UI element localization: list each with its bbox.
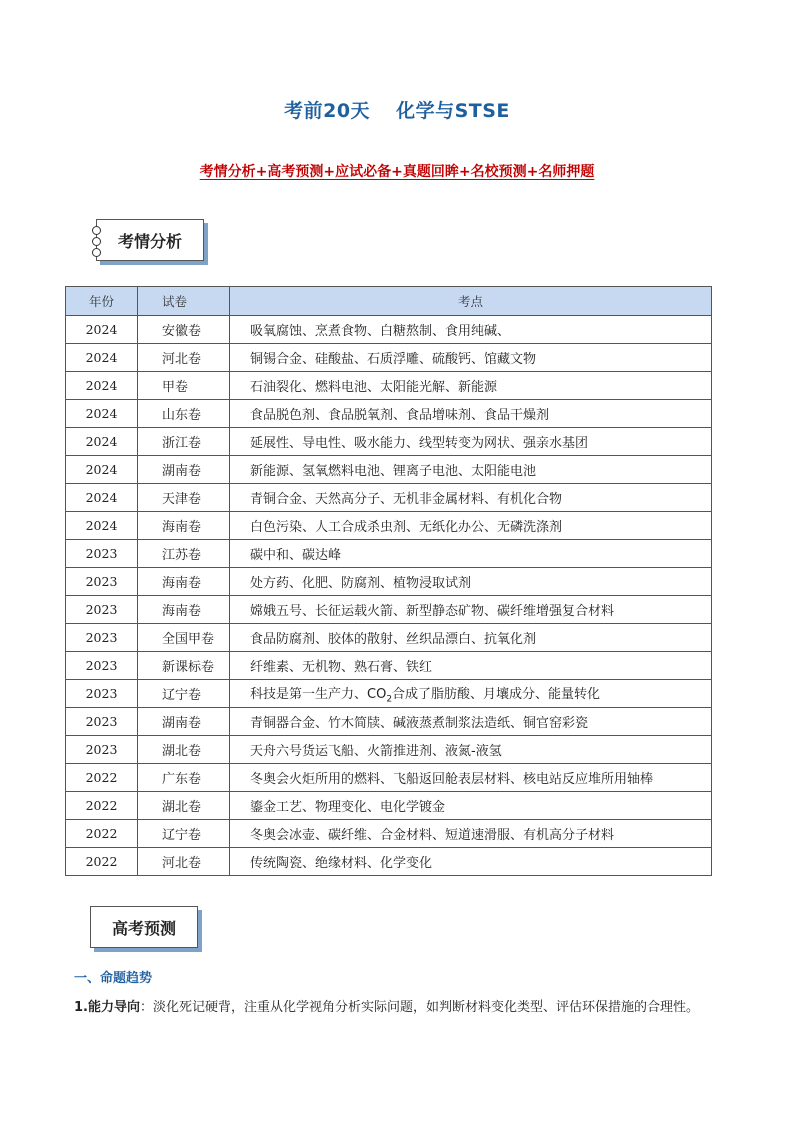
table-row bbox=[66, 484, 712, 512]
table-row bbox=[66, 512, 712, 540]
col-header-paper: 试卷 bbox=[138, 287, 230, 316]
cell-paper: 河北卷 bbox=[138, 344, 230, 372]
cell-points bbox=[230, 680, 712, 708]
table-row bbox=[66, 372, 712, 400]
cell-paper: 海南卷 bbox=[138, 596, 230, 624]
section-label: 高考预测 bbox=[111, 918, 176, 938]
table-row bbox=[66, 792, 712, 820]
point-text-before: 科技是第一生产力、CO bbox=[250, 686, 387, 702]
cell-year: 2023 bbox=[66, 624, 138, 652]
cell-paper: 河北卷 bbox=[138, 848, 230, 876]
cell-points: 冬奥会火炬所用的燃料、飞船返回舱表层材料、核电站反应堆所用轴棒 bbox=[230, 764, 712, 792]
cell-year: 2024 bbox=[66, 428, 138, 456]
cell-paper: 浙江卷 bbox=[138, 428, 230, 456]
table-row bbox=[66, 624, 712, 652]
cell-points: 纤维素、无机物、熟石膏、铁红 bbox=[230, 652, 712, 680]
table-row bbox=[66, 596, 712, 624]
cell-year: 2023 bbox=[66, 708, 138, 736]
cell-year: 2023 bbox=[66, 736, 138, 764]
cell-points: 青铜器合金、竹木简牍、碱液蒸煮制浆法造纸、铜官窑彩瓷 bbox=[230, 708, 712, 736]
table-body bbox=[66, 316, 712, 876]
cell-points: 鎏金工艺、物理变化、电化学镀金 bbox=[230, 792, 712, 820]
cell-points: 嫦娥五号、长征运载火箭、新型静态矿物、碳纤维增强复合材料 bbox=[230, 596, 712, 624]
trend-heading: 一、命题趋势 bbox=[74, 971, 153, 986]
table-row bbox=[66, 344, 712, 372]
section-header-analysis bbox=[96, 219, 204, 261]
trend-item-text: ：淡化死记硬背，注重从化学视角分析实际问题，如判断材料变化类型、评估环保措施的合理性。 bbox=[139, 1000, 699, 1015]
section-header-prediction bbox=[90, 906, 198, 948]
table-row bbox=[66, 568, 712, 596]
title-right: 化学与STSE bbox=[396, 100, 510, 122]
cell-year: 2023 bbox=[66, 568, 138, 596]
cell-year: 2024 bbox=[66, 372, 138, 400]
cell-paper: 海南卷 bbox=[138, 512, 230, 540]
cell-paper: 安徽卷 bbox=[138, 316, 230, 344]
cell-points: 吸氧腐蚀、烹煮食物、白糖熬制、食用纯碱、 bbox=[230, 316, 712, 344]
cell-paper: 辽宁卷 bbox=[138, 680, 230, 708]
cell-points: 食品脱色剂、食品脱氧剂、食品增味剂、食品干燥剂 bbox=[230, 400, 712, 428]
trend-item-label: 1.能力导向 bbox=[74, 1000, 140, 1015]
cell-paper: 全国甲卷 bbox=[138, 624, 230, 652]
table-row bbox=[66, 456, 712, 484]
cell-paper: 新课标卷 bbox=[138, 652, 230, 680]
exam-table bbox=[65, 286, 712, 876]
table-row bbox=[66, 316, 712, 344]
cell-paper: 海南卷 bbox=[138, 568, 230, 596]
cell-year: 2024 bbox=[66, 484, 138, 512]
cell-points: 石油裂化、燃料电池、太阳能光解、新能源 bbox=[230, 372, 712, 400]
table-row bbox=[66, 848, 712, 876]
trend-paragraph bbox=[74, 996, 734, 1015]
cell-points: 白色污染、人工合成杀虫剂、无纸化办公、无磷洗涤剂 bbox=[230, 512, 712, 540]
cell-year: 2022 bbox=[66, 792, 138, 820]
table-row bbox=[66, 708, 712, 736]
binder-rings-icon bbox=[92, 226, 102, 256]
table-header-row bbox=[66, 287, 712, 316]
cell-year: 2022 bbox=[66, 820, 138, 848]
cell-year: 2022 bbox=[66, 848, 138, 876]
cell-paper: 江苏卷 bbox=[138, 540, 230, 568]
cell-points: 碳中和、碳达峰 bbox=[230, 540, 712, 568]
table-row bbox=[66, 680, 712, 708]
table-row bbox=[66, 428, 712, 456]
table-row bbox=[66, 764, 712, 792]
cell-paper: 辽宁卷 bbox=[138, 820, 230, 848]
cell-points: 传统陶瓷、绝缘材料、化学变化 bbox=[230, 848, 712, 876]
cell-year: 2024 bbox=[66, 456, 138, 484]
cell-points: 冬奥会冰壶、碳纤维、合金材料、短道速滑服、有机高分子材料 bbox=[230, 820, 712, 848]
cell-paper: 湖北卷 bbox=[138, 736, 230, 764]
section-label: 考情分析 bbox=[117, 231, 182, 251]
table-row bbox=[66, 820, 712, 848]
point-subscript: 2 bbox=[386, 694, 393, 705]
cell-paper: 天津卷 bbox=[138, 484, 230, 512]
table-row bbox=[66, 540, 712, 568]
cell-paper: 甲卷 bbox=[138, 372, 230, 400]
cell-points: 新能源、氢氧燃料电池、锂离子电池、太阳能电池 bbox=[230, 456, 712, 484]
page-title bbox=[0, 96, 794, 123]
cell-year: 2023 bbox=[66, 540, 138, 568]
cell-year: 2023 bbox=[66, 652, 138, 680]
col-header-year: 年份 bbox=[66, 287, 138, 316]
col-header-points: 考点 bbox=[230, 287, 712, 316]
cell-paper: 湖南卷 bbox=[138, 708, 230, 736]
cell-year: 2024 bbox=[66, 344, 138, 372]
page-subtitle: 考情分析+高考预测+应试必备+真题回眸+名校预测+名师押题 bbox=[199, 164, 595, 180]
cell-year: 2023 bbox=[66, 680, 138, 708]
cell-paper: 湖北卷 bbox=[138, 792, 230, 820]
cell-year: 2022 bbox=[66, 764, 138, 792]
cell-paper: 广东卷 bbox=[138, 764, 230, 792]
cell-year: 2023 bbox=[66, 596, 138, 624]
cell-year: 2024 bbox=[66, 512, 138, 540]
point-text-after: 合成了脂肪酸、月壤成分、能量转化 bbox=[392, 686, 601, 702]
cell-points: 青铜合金、天然高分子、无机非金属材料、有机化合物 bbox=[230, 484, 712, 512]
table-row bbox=[66, 400, 712, 428]
cell-year: 2024 bbox=[66, 316, 138, 344]
cell-points: 铜锡合金、硅酸盐、石质浮雕、硫酸钙、馆藏文物 bbox=[230, 344, 712, 372]
cell-year: 2024 bbox=[66, 400, 138, 428]
cell-points: 处方药、化肥、防腐剂、植物浸取试剂 bbox=[230, 568, 712, 596]
table-row bbox=[66, 736, 712, 764]
cell-points: 延展性、导电性、吸水能力、线型转变为网状、强亲水基团 bbox=[230, 428, 712, 456]
table-row bbox=[66, 652, 712, 680]
cell-paper: 山东卷 bbox=[138, 400, 230, 428]
title-left: 考前20天 bbox=[284, 100, 371, 122]
cell-points: 天舟六号货运飞船、火箭推进剂、液氮-液氢 bbox=[230, 736, 712, 764]
cell-paper: 湖南卷 bbox=[138, 456, 230, 484]
cell-points: 食品防腐剂、胶体的散射、丝织品漂白、抗氧化剂 bbox=[230, 624, 712, 652]
